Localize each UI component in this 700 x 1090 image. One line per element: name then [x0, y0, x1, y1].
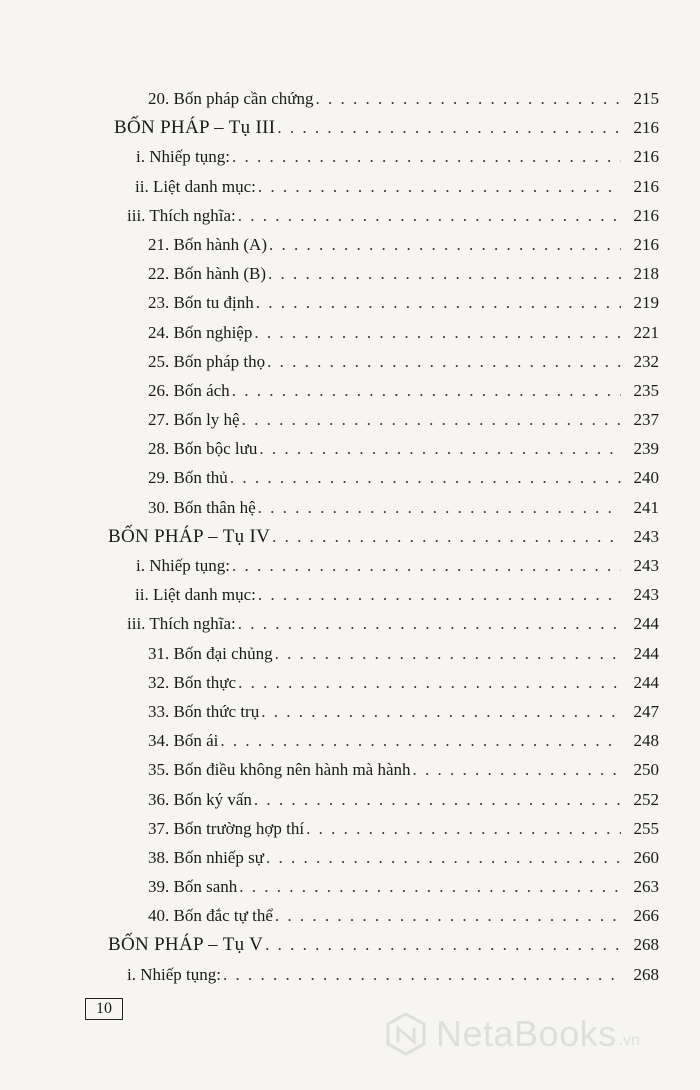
toc-entry: [0, 347, 700, 376]
toc-leader-dots: [272, 522, 621, 551]
toc-entry-page: 216: [633, 147, 659, 167]
toc-entry: [0, 259, 700, 288]
toc-entry-page: 235: [633, 380, 659, 400]
toc-entry: [0, 960, 700, 989]
toc-entry-label: 20. Bốn pháp cần chứng: [148, 89, 314, 108]
toc-entry-label: 32. Bốn thực: [148, 672, 237, 692]
toc-entry-page: 247: [633, 701, 659, 721]
toc-entry-label: 29. Bốn thủ: [148, 468, 228, 488]
toc-leader-dots: [413, 755, 621, 784]
toc-entry: [0, 288, 700, 317]
toc-entry: [0, 668, 700, 697]
toc-entry-page: 243: [633, 556, 659, 575]
toc-entry-label: 27. Bốn ly hệ: [148, 410, 240, 430]
toc-entry-label: 21. Bốn hành (A): [148, 234, 267, 254]
toc-entry: [0, 755, 700, 784]
toc-entry: [0, 930, 700, 959]
toc-entry-label: 35. Bốn điều không nên hành mà hành: [148, 760, 411, 780]
toc-leader-dots: [277, 113, 621, 142]
toc-entry: [0, 113, 700, 142]
toc-entry-label: 31. Bốn đại chủng: [148, 643, 273, 663]
toc-entry-page: 244: [633, 643, 659, 663]
toc-entry-label: 30. Bốn thân hệ: [148, 497, 256, 517]
toc-entry-label: 22. Bốn hành (B): [148, 264, 267, 284]
toc-entry-page: 221: [633, 322, 659, 342]
toc-entry-page: 248: [633, 731, 659, 751]
toc-entry-page: 240: [633, 468, 659, 488]
toc-entry-page: 219: [633, 293, 659, 313]
toc-entry-page: 216: [633, 205, 659, 225]
toc-entry: [0, 434, 700, 463]
toc-leader-dots: [306, 814, 621, 843]
toc-entry-label: 37. Bốn trường hợp thí: [148, 818, 305, 838]
toc-leader-dots: [275, 639, 621, 668]
toc-entry-label: i. Nhiếp tụng:: [127, 964, 221, 984]
toc-entry-page: 243: [633, 585, 659, 605]
toc-entry: [0, 726, 700, 755]
toc-leader-dots: [265, 930, 621, 959]
toc-entry-label: 25. Bốn pháp thọ: [148, 351, 266, 371]
toc-leader-dots: [258, 493, 621, 522]
toc-entry-page: 239: [633, 439, 659, 459]
toc-entry-label: ii. Liệt danh mục:: [135, 585, 256, 605]
toc-entry-label: 36. Bốn ký vấn: [148, 789, 252, 809]
toc-entry-label: BỐN PHÁP – Tụ III: [114, 117, 276, 139]
toc-leader-dots: [223, 960, 621, 989]
toc-leader-dots: [232, 551, 621, 580]
toc-entry: [0, 901, 700, 930]
toc-entry: [0, 609, 700, 638]
toc-entry-page: 232: [633, 351, 659, 371]
toc-entry: [0, 522, 700, 551]
toc-entry-label: 24. Bốn nghiệp: [148, 322, 253, 342]
toc-entry: [0, 697, 700, 726]
toc-leader-dots: [230, 463, 621, 492]
toc-entry-label: 23. Bốn tu định: [148, 293, 254, 313]
toc-entry-page: 268: [633, 964, 659, 984]
toc-leader-dots: [238, 201, 621, 230]
toc-entry-page: 260: [633, 847, 659, 867]
toc-entry-label: i. Nhiếp tụng:: [136, 147, 230, 167]
toc-entry-page: 218: [633, 264, 659, 284]
toc-leader-dots: [269, 230, 621, 259]
toc-entry: [0, 639, 700, 668]
toc-entry-page: 250: [633, 760, 659, 780]
toc-entry: [0, 405, 700, 434]
toc-entry-page: 215: [633, 89, 659, 108]
toc-leader-dots: [254, 318, 621, 347]
toc-entry: [0, 318, 700, 347]
toc-entry: [0, 814, 700, 843]
toc-entry-page: 244: [633, 672, 659, 692]
toc-entry: [0, 463, 700, 492]
toc-entry: [0, 84, 700, 113]
toc-entry: [0, 580, 700, 609]
toc-entry: [0, 230, 700, 259]
toc-entry-label: 38. Bốn nhiếp sự: [148, 847, 264, 867]
toc-entry-label: 39. Bốn sanh: [148, 877, 238, 897]
toc-entry-page: 216: [633, 118, 659, 138]
toc-entry: [0, 376, 700, 405]
toc-entry-label: BỐN PHÁP – Tụ IV: [108, 525, 271, 547]
toc-entry-page: 263: [633, 877, 659, 897]
toc-leader-dots: [239, 872, 621, 901]
toc-leader-dots: [254, 785, 621, 814]
toc-leader-dots: [238, 668, 621, 697]
toc-entry-label: 33. Bốn thức trụ: [148, 701, 260, 721]
toc-leader-dots: [242, 405, 621, 434]
watermark: [384, 1012, 640, 1056]
toc-entry: [0, 201, 700, 230]
table-of-contents: [0, 84, 700, 989]
toc-entry-label: ii. Liệt danh mục:: [135, 176, 256, 196]
toc-leader-dots: [268, 259, 621, 288]
toc-leader-dots: [232, 142, 621, 171]
watermark-suffix: .vn: [618, 1032, 640, 1049]
toc-entry-page: 268: [633, 935, 659, 955]
toc-entry-page: 237: [633, 410, 659, 430]
toc-leader-dots: [232, 376, 621, 405]
toc-entry-label: iii. Thích nghĩa:: [127, 205, 236, 225]
toc-leader-dots: [261, 697, 621, 726]
toc-entry: [0, 551, 700, 580]
watermark-brand: NetaBooks: [436, 1013, 617, 1054]
toc-entry: [0, 843, 700, 872]
toc-entry-label: 40. Bốn đắc tự thể: [148, 906, 273, 926]
toc-leader-dots: [267, 347, 621, 376]
toc-leader-dots: [275, 901, 621, 930]
toc-entry: [0, 872, 700, 901]
toc-leader-dots: [258, 580, 621, 609]
toc-entry-page: 255: [633, 818, 659, 838]
toc-entry-label: 26. Bốn ách: [148, 380, 230, 400]
toc-entry: [0, 785, 700, 814]
page-number-box: 10: [85, 998, 123, 1020]
toc-entry-label: BỐN PHÁP – Tụ V: [108, 934, 264, 956]
toc-leader-dots: [315, 84, 621, 113]
toc-entry: [0, 493, 700, 522]
toc-leader-dots: [258, 172, 621, 201]
toc-entry-page: 241: [633, 497, 659, 517]
toc-entry: [0, 142, 700, 171]
toc-leader-dots: [259, 434, 621, 463]
netabooks-logo-icon: [384, 1012, 428, 1056]
toc-entry-page: 216: [633, 234, 659, 254]
toc-entry-label: 28. Bốn bộc lưu: [148, 439, 258, 459]
toc-leader-dots: [256, 288, 621, 317]
toc-entry-page: 243: [633, 526, 659, 546]
toc-entry-label: 34. Bốn ái: [148, 731, 219, 751]
toc-entry-label: i. Nhiếp tụng:: [136, 556, 230, 575]
toc-entry-page: 244: [633, 614, 659, 634]
toc-entry-page: 252: [633, 789, 659, 809]
toc-entry-page: 266: [633, 906, 659, 926]
toc-entry-label: iii. Thích nghĩa:: [127, 614, 236, 634]
toc-entry-page: 216: [633, 176, 659, 196]
toc-leader-dots: [220, 726, 621, 755]
toc-leader-dots: [266, 843, 621, 872]
toc-entry: [0, 172, 700, 201]
toc-leader-dots: [238, 609, 621, 638]
